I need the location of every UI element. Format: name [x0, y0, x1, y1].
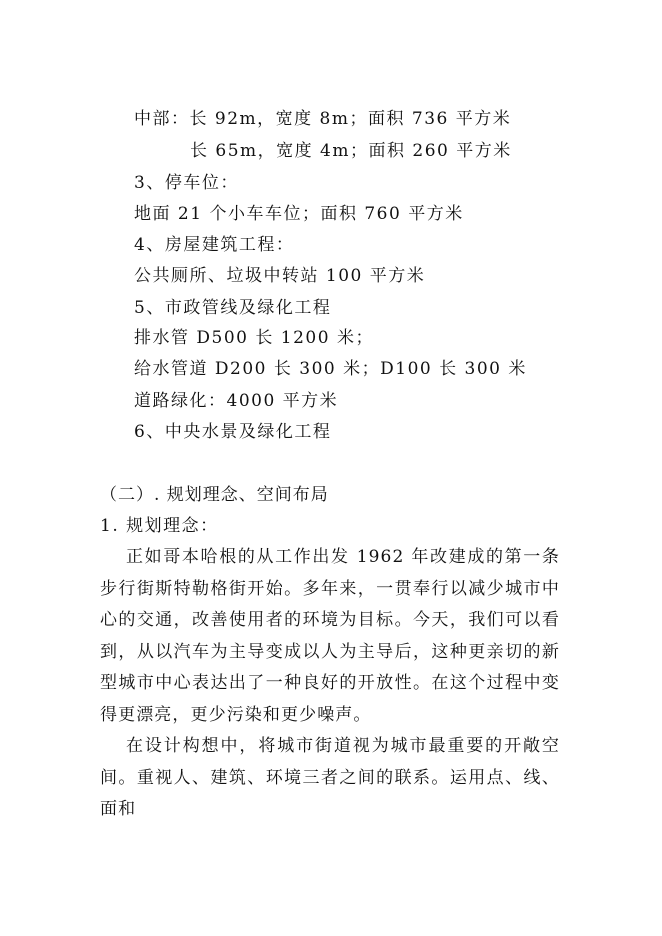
building-heading: 4、房屋建筑工程： — [134, 235, 295, 255]
middle-section-spec-2: 长 65m，宽度 4m；面积 260 平方米 — [190, 141, 512, 161]
drain-pipe-detail: 排水管 D500 长 1200 米； — [134, 328, 374, 348]
parking-heading: 3、停车位： — [134, 173, 239, 193]
waterscape-heading: 6、中央水景及绿化工程 — [134, 422, 332, 442]
body-text — [100, 542, 560, 826]
water-pipe-detail: 给水管道 D200 长 300 米；D100 长 300 米 — [134, 359, 527, 379]
building-detail: 公共厕所、垃圾中转站 100 平方米 — [134, 266, 426, 286]
middle-section-spec-1: 中部：长 92m，宽度 8m；面积 736 平方米 — [134, 109, 512, 129]
section-subheading: 1. 规划理念： — [100, 516, 219, 536]
parking-detail: 地面 21 个小车车位；面积 760 平方米 — [134, 204, 464, 224]
municipal-heading: 5、市政管线及绿化工程 — [134, 298, 332, 318]
paragraph-2: 在设计构想中，将城市街道视为城市最重要的开敞空间。重视人、建筑、环境三者之间的联系。运用点、线、面和 — [100, 736, 560, 819]
paragraph-1: 正如哥本哈根的从工作出发 1962 年改建成的第一条步行街斯特勒格街开始。多年来，一贯奉行以减少城市中心的交通，改善使用者的环境为目标。今天，我们可以看到，从以汽车为主导变成以人为主导后，这种更亲切的新型城市中心表达出了一种良好的开放性。在这个过程中变得更漂亮，更少污染和更少噪声。 — [100, 547, 560, 725]
section-heading: （二）. 规划理念、空间布局 — [100, 485, 329, 505]
road-greening-detail: 道路绿化：4000 平方米 — [134, 391, 339, 411]
